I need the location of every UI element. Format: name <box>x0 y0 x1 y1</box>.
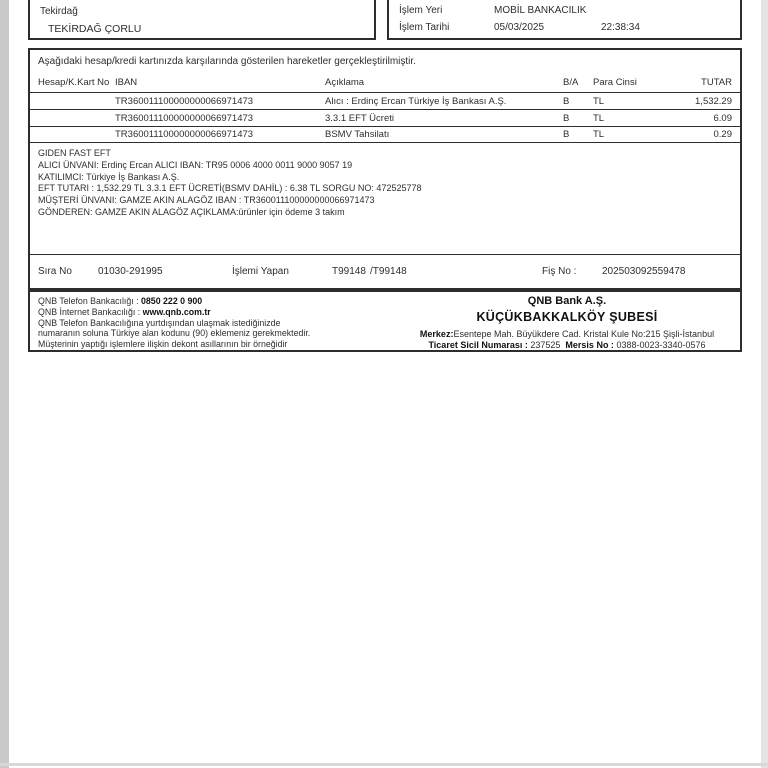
islem-tarihi-label: İşlem Tarihi <box>399 22 450 33</box>
reference-row <box>30 255 740 288</box>
islem-yeri-value: MOBİL BANKACILIK <box>494 5 587 16</box>
row-ba: B <box>563 112 570 124</box>
row-iban: TR360011100000000066971473 <box>115 95 254 107</box>
row-amount: 1,532.29 <box>695 95 732 107</box>
col-header-ba: B/A <box>563 76 579 88</box>
row-iban: TR360011100000000066971473 <box>115 129 254 140</box>
row-amount: 6.09 <box>713 112 732 124</box>
islemi-yapan-label: İşlemi Yapan <box>232 266 289 277</box>
contact-line: Müşterinin yaptığı işlemlere ilişkin dekont asıllarının bir örneğidir <box>38 339 288 350</box>
row-ba: B <box>563 129 570 140</box>
table-row <box>30 92 740 109</box>
col-header-currency: Para Cinsi <box>593 76 637 88</box>
branch-name: TEKİRDAĞ ÇORLU <box>48 23 142 35</box>
islem-yeri-label: İşlem Yeri <box>399 5 443 16</box>
col-header-iban: IBAN <box>115 76 138 88</box>
islemi-yapan-value2: /T99148 <box>370 266 407 277</box>
table-row <box>30 109 740 126</box>
contact-line: QNB Telefon Bankacılığı : 0850 222 0 900 <box>38 296 203 306</box>
table-row <box>30 126 740 143</box>
row-currency: TL <box>593 95 605 107</box>
islem-tarihi-time: 22:38:34 <box>601 22 640 33</box>
row-amount: 0.29 <box>713 129 732 140</box>
row-description: BSMV Tahsilatı <box>325 129 390 140</box>
bottom-edge-line <box>0 763 768 766</box>
transfer-details-block <box>30 143 740 255</box>
bank-name: QNB Bank A.Ş. <box>527 295 607 307</box>
table-body <box>30 92 740 143</box>
notice-text: Aşağıdaki hesap/kredi kartınızda karşılarında gösterilen hareketler gerçekleştirilmiştir. <box>38 56 416 67</box>
branch-city: Tekirdağ <box>40 6 78 17</box>
detail-line: GÖNDEREN: GAMZE AKIN ALAGÖZ AÇIKLAMA:ürünler için ödeme 3 takım <box>38 206 345 217</box>
col-header-account: Hesap/K.Kart No <box>38 76 110 88</box>
fis-no-value: 202503092559478 <box>602 266 686 277</box>
left-edge-strip <box>0 0 9 768</box>
sira-no-value: 01030-291995 <box>98 266 163 277</box>
footer-box <box>28 290 742 352</box>
bank-registry: Ticaret Sicil Numarası : 237525 Mersis No : 0388-0023-3340-0576 <box>428 340 706 350</box>
bank-address: Merkez:Esentepe Mah. Büyükdere Cad. Kristal Kule No:215 Şişli-İstanbul <box>419 329 715 339</box>
detail-line: KATILIMCI: Türkiye İş Bankası A.Ş. <box>38 171 180 182</box>
col-header-description: Açıklama <box>325 76 365 88</box>
detail-line: MÜŞTERİ ÜNVANI: GAMZE AKIN ALAGÖZ IBAN : TR360011100000000066971473 <box>38 195 375 206</box>
detail-line: ALICI ÜNVANI: Erdinç Ercan ALICI IBAN: TR95 0006 4000 0011 9000 9057 19 <box>38 159 353 170</box>
right-edge-strip <box>761 0 768 768</box>
detail-line: EFT TUTARI : 1,532.29 TL 3.3.1 EFT ÜCRETİ(BSMV DAHİL) : 6.38 TL SORGU NO: 472525778 <box>38 183 422 194</box>
fis-no-label: Fiş No : <box>542 266 577 277</box>
detail-line: GIDEN FAST EFT <box>38 148 111 158</box>
contact-line: QNB Telefon Bankacılığına yurtdışından ulaşmak istediğinizde <box>38 317 281 328</box>
branch-title: KÜÇÜKBAKKALKÖY ŞUBESİ <box>476 310 658 324</box>
table-header-row <box>30 72 740 92</box>
row-description: Alıcı : Erdinç Ercan Türkiye İş Bankası A.Ş. <box>325 95 507 107</box>
row-currency: TL <box>593 112 605 124</box>
col-header-amount: TUTAR <box>701 76 732 88</box>
transaction-info-box <box>387 0 742 40</box>
bank-contact-block <box>38 296 310 350</box>
islemi-yapan-value1: T99148 <box>332 266 366 277</box>
contact-line: numaranın soluna Türkiye alan kodunu (90) eklemeniz gerekmektedir. <box>38 328 311 339</box>
transactions-box <box>28 48 742 290</box>
islem-tarihi-date: 05/03/2025 <box>494 22 545 33</box>
bank-identity-block <box>398 295 736 350</box>
contact-line: QNB İnternet Bankacılığı : www.qnb.com.tr <box>38 306 211 317</box>
row-iban: TR360011100000000066971473 <box>115 112 254 124</box>
sira-no-label: Sıra No <box>38 266 72 277</box>
row-currency: TL <box>593 129 605 140</box>
branch-box <box>28 0 376 40</box>
row-ba: B <box>563 95 570 107</box>
row-description: 3.3.1 EFT Ücreti <box>325 112 394 124</box>
